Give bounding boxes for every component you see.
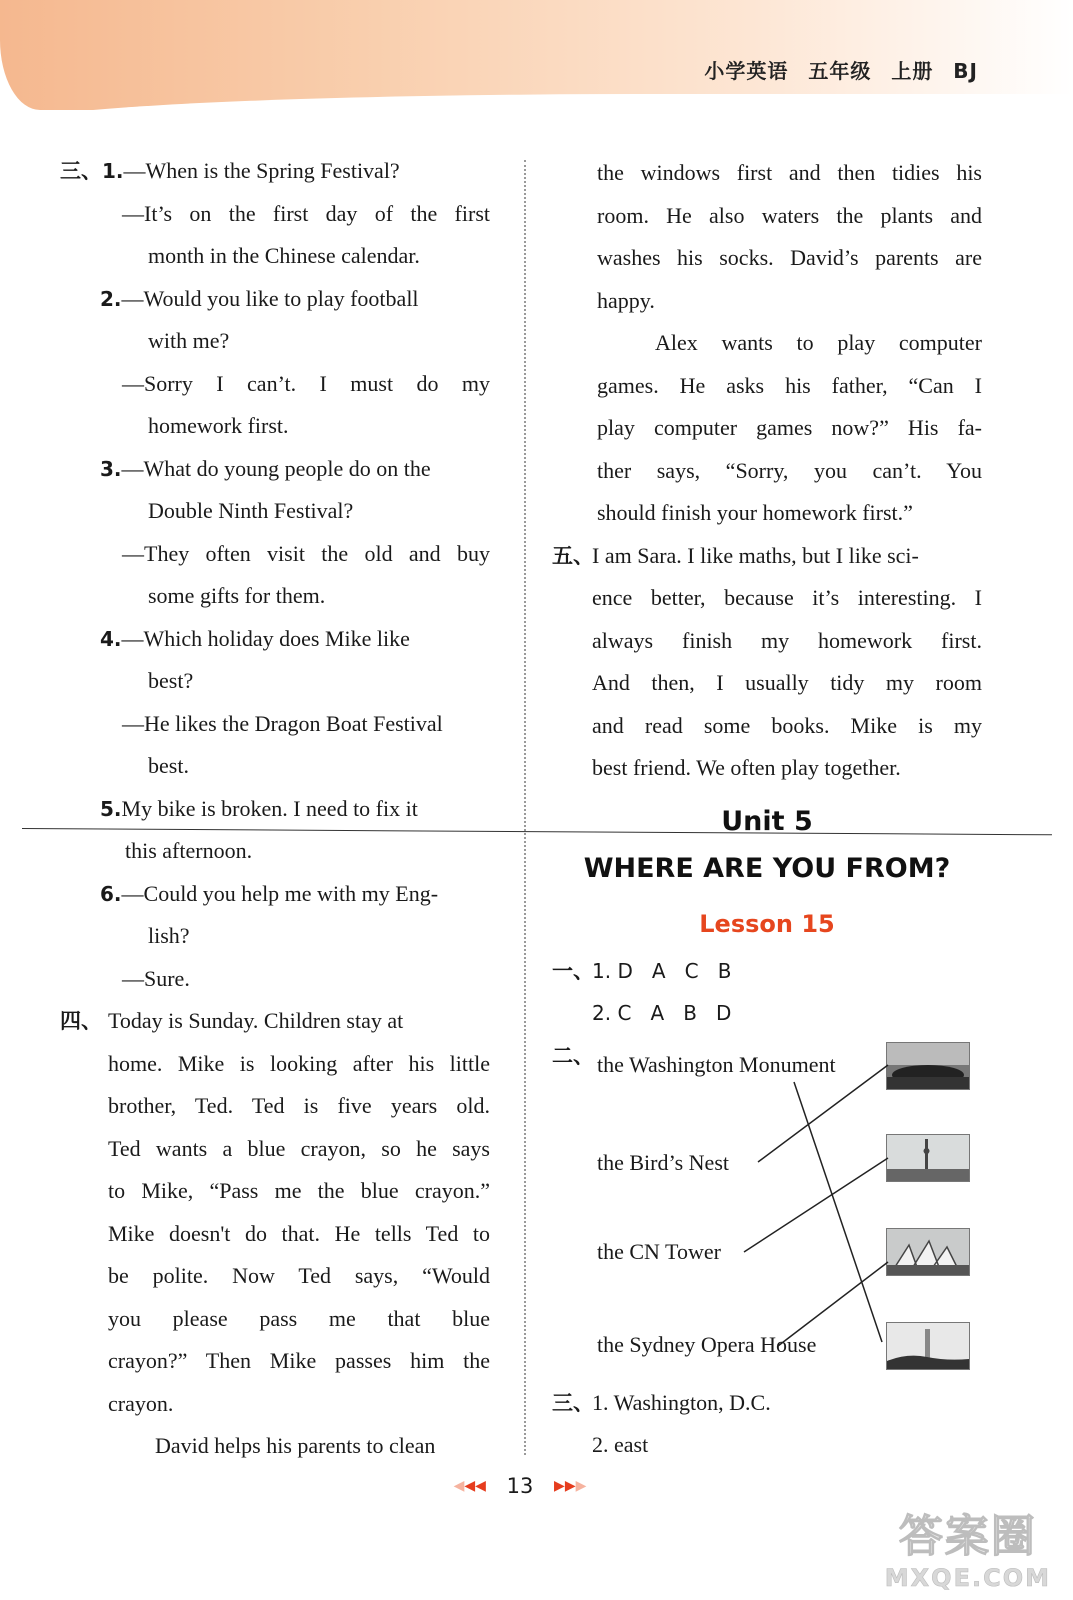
answer-line: 4.—Which holiday does Mike like xyxy=(100,625,410,651)
right-column xyxy=(552,152,982,790)
answer-line: this afternoon. xyxy=(125,838,253,863)
match-line xyxy=(758,1065,888,1162)
answer-line: 2. C A B D xyxy=(592,1001,732,1025)
answer-line: and read some books. Mike is my xyxy=(592,712,982,738)
answer-line: room. He also waters the plants and xyxy=(597,202,982,228)
answer-line: some gifts for them. xyxy=(148,583,326,608)
answer-line: And then, I usually tidy my room xyxy=(592,670,982,695)
answer-line: happy. xyxy=(597,287,655,313)
unit-title: WHERE ARE YOU FROM? xyxy=(583,853,951,884)
section-1-answers xyxy=(552,950,731,1034)
match-line xyxy=(744,1158,888,1252)
answer-line: be polite. Now Ted says, “Would xyxy=(108,1263,490,1288)
answer-line: —It’s on the first day of the first xyxy=(122,200,490,226)
watermark-logo: 答案圈 MXQE.COM xyxy=(884,1511,1051,1592)
answer-line: the windows first and then tidies his xyxy=(597,160,982,185)
answer-line: crayon?” Then Mike passes him the xyxy=(108,1348,490,1373)
answer-line: 2. east xyxy=(592,1432,649,1457)
prev-arrow-icon: ◀ xyxy=(453,1478,465,1494)
answer-line: washes his socks. David’s parents are xyxy=(597,245,982,270)
section-5-label: 五、 xyxy=(552,543,594,568)
answer-line: with me? xyxy=(148,328,230,353)
matching-lines xyxy=(730,1060,890,1360)
match-item: the CN Tower xyxy=(597,1239,721,1264)
answer-line: best friend. We often play together. xyxy=(592,755,901,780)
answer-line: crayon. xyxy=(108,1390,174,1416)
answer-line: 一、1. D A C B xyxy=(552,959,732,983)
answer-line: —Sorry I can’t. I must do my xyxy=(122,370,490,396)
answer-line: play computer games now?” His fa- xyxy=(597,415,982,440)
match-item: the Sydney Opera House xyxy=(597,1332,817,1357)
answer-line: ther says, “Sorry, you can’t. You xyxy=(597,457,982,483)
answer-line: homework first. xyxy=(148,413,289,438)
answer-line: 6.—Could you help me with my Eng- xyxy=(100,880,439,906)
left-column xyxy=(60,150,490,1468)
page-number-nav xyxy=(430,1474,610,1504)
answer-line: —Sure. xyxy=(122,965,190,991)
book-title: 小学英语 五年级 上册 BJ xyxy=(704,59,978,83)
answer-line: Alex wants to play computer xyxy=(655,330,982,355)
match-item: the Washington Monument xyxy=(597,1052,836,1077)
next-arrow-icon: ▶▶ xyxy=(554,1478,576,1494)
answer-line: —He likes the Dragon Boat Festival xyxy=(122,710,443,736)
section-4-label: 四、 xyxy=(60,1009,102,1033)
answer-line: —They often visit the old and buy xyxy=(122,540,490,566)
unit-heading: Unit 5 xyxy=(721,806,813,837)
answer-line: Mike doesn't do that. He tells Ted to xyxy=(108,1220,490,1246)
answer-line: Double Ninth Festival? xyxy=(148,498,354,523)
answer-line: 四、 Today is Sunday. Children stay at xyxy=(60,1000,490,1043)
answer-line: 三、1. Washington, D.C. xyxy=(552,1390,771,1415)
landmark-photo-birds-nest xyxy=(886,1322,970,1370)
landmark-photo-cn-tower xyxy=(886,1134,970,1182)
answer-line: lish? xyxy=(148,923,190,948)
landmark-photo-opera-house xyxy=(886,1228,970,1276)
answer-line: David helps his parents to clean xyxy=(155,1433,436,1458)
answer-line: always finish my homework first. xyxy=(592,627,982,653)
match-line xyxy=(794,1082,882,1342)
answer-line: month in the Chinese calendar. xyxy=(148,243,420,268)
answer-line: ence better, because it’s interesting. I xyxy=(592,585,982,610)
page-number: 13 xyxy=(506,1474,534,1498)
answer-line: to Mike, “Pass me the blue crayon.” xyxy=(108,1178,490,1203)
prev-arrow-icon: ◀◀ xyxy=(464,1478,486,1494)
answer-line: best? xyxy=(148,668,194,693)
landmark-photo-monument xyxy=(886,1042,970,1090)
answer-line: 三、1.—When is the Spring Festival? xyxy=(60,150,490,193)
next-arrow-icon: ▶ xyxy=(575,1478,587,1494)
answer-line: games. He asks his father, “Can I xyxy=(597,372,982,398)
match-line xyxy=(778,1262,888,1346)
answer-line: 五、I am Sara. I like maths, but I like sci- xyxy=(552,535,982,578)
answer-line: you please pass me that blue xyxy=(108,1305,490,1331)
answer-line: Ted wants a blue crayon, so he says xyxy=(108,1135,490,1161)
answer-line: should finish your homework first.” xyxy=(597,500,913,525)
section-2-label: 二、 xyxy=(552,1044,594,1068)
answer-line: 2.—Would you like to play football xyxy=(100,285,419,311)
column-divider xyxy=(524,160,526,1455)
answer-line: 5.My bike is broken. I need to fix it xyxy=(100,795,418,821)
section-3-answers xyxy=(552,1382,771,1466)
answer-line: brother, Ted. Ted is five years old. xyxy=(108,1093,490,1118)
answer-line: best. xyxy=(148,753,189,778)
lesson-heading: Lesson 15 xyxy=(699,910,835,938)
section-3-label: 三、 xyxy=(60,159,102,183)
answer-line: home. Mike is looking after his little xyxy=(108,1050,490,1076)
answer-line: 3.—What do young people do on the xyxy=(100,455,431,481)
match-item: the Bird’s Nest xyxy=(597,1150,729,1175)
